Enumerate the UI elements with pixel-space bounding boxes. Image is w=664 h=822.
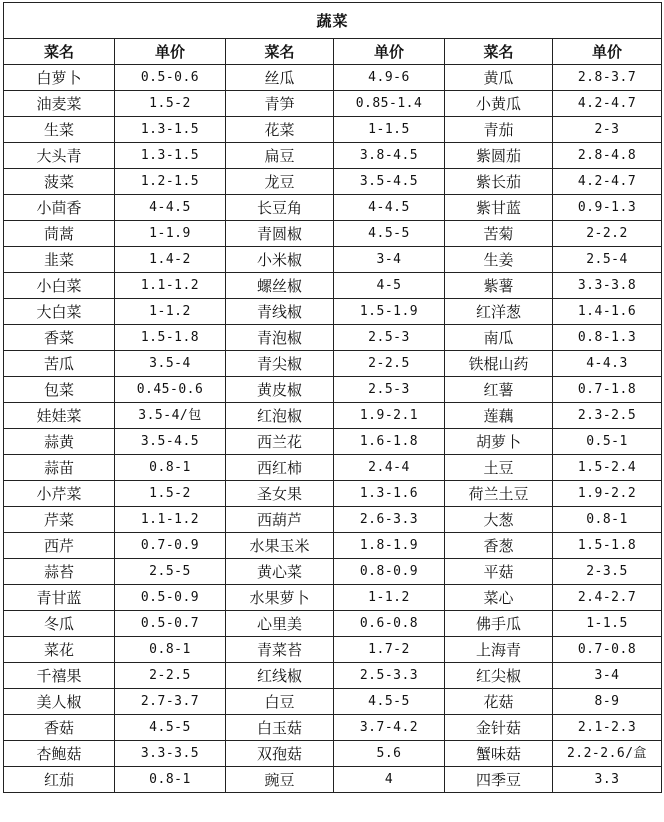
vegetable-price-table	[3, 2, 662, 793]
unit-price-cell: 5.6	[334, 741, 445, 767]
vegetable-name-cell: 蒜黄	[4, 429, 115, 455]
vegetable-name-cell: 豌豆	[226, 767, 334, 793]
vegetable-name-cell: 蒜苗	[4, 455, 115, 481]
vegetable-name-cell: 莲藕	[445, 403, 553, 429]
vegetable-name-cell: 小芹菜	[4, 481, 115, 507]
unit-price-cell: 2-2.2	[553, 221, 662, 247]
unit-price-cell: 2.8-4.8	[553, 143, 662, 169]
vegetable-name-cell: 青圆椒	[226, 221, 334, 247]
unit-price-cell: 0.45-0.6	[115, 377, 226, 403]
unit-price-cell: 0.85-1.4	[334, 91, 445, 117]
vegetable-name-cell: 佛手瓜	[445, 611, 553, 637]
table-row	[4, 481, 662, 507]
vegetable-name-cell: 青笋	[226, 91, 334, 117]
table-row	[4, 767, 662, 793]
unit-price-cell: 1.9-2.1	[334, 403, 445, 429]
unit-price-cell: 0.5-0.9	[115, 585, 226, 611]
vegetable-name-cell: 菠菜	[4, 169, 115, 195]
unit-price-cell: 4	[334, 767, 445, 793]
vegetable-name-cell: 水果萝卜	[226, 585, 334, 611]
unit-price-cell: 2.6-3.3	[334, 507, 445, 533]
vegetable-name-cell: 西兰花	[226, 429, 334, 455]
unit-price-cell: 2.2-2.6/盒	[553, 741, 662, 767]
table-row	[4, 507, 662, 533]
vegetable-name-cell: 娃娃菜	[4, 403, 115, 429]
unit-price-cell: 2.5-3	[334, 377, 445, 403]
table-row	[4, 351, 662, 377]
vegetable-name-cell: 黄心菜	[226, 559, 334, 585]
vegetable-name-cell: 荷兰土豆	[445, 481, 553, 507]
unit-price-cell: 0.8-1	[115, 455, 226, 481]
unit-price-cell: 1.1-1.2	[115, 273, 226, 299]
vegetable-name-cell: 西红柿	[226, 455, 334, 481]
unit-price-cell: 1-1.2	[115, 299, 226, 325]
table-row	[4, 715, 662, 741]
header-name-3: 菜名	[445, 39, 553, 65]
vegetable-name-cell: 菜心	[445, 585, 553, 611]
vegetable-name-cell: 水果玉米	[226, 533, 334, 559]
vegetable-name-cell: 大头青	[4, 143, 115, 169]
vegetable-name-cell: 丝瓜	[226, 65, 334, 91]
header-name-1: 菜名	[4, 39, 115, 65]
unit-price-cell: 1.4-2	[115, 247, 226, 273]
header-name-2: 菜名	[226, 39, 334, 65]
unit-price-cell: 1.1-1.2	[115, 507, 226, 533]
unit-price-cell: 1.8-1.9	[334, 533, 445, 559]
table-row	[4, 299, 662, 325]
vegetable-name-cell: 芹菜	[4, 507, 115, 533]
table-row	[4, 559, 662, 585]
unit-price-cell: 0.8-1.3	[553, 325, 662, 351]
unit-price-cell: 1.6-1.8	[334, 429, 445, 455]
table-row	[4, 273, 662, 299]
vegetable-name-cell: 小白菜	[4, 273, 115, 299]
unit-price-cell: 3.5-4/包	[115, 403, 226, 429]
unit-price-cell: 2-2.5	[334, 351, 445, 377]
vegetable-name-cell: 青泡椒	[226, 325, 334, 351]
vegetable-name-cell: 生姜	[445, 247, 553, 273]
vegetable-name-cell: 青线椒	[226, 299, 334, 325]
unit-price-cell: 1-1.2	[334, 585, 445, 611]
vegetable-name-cell: 小茴香	[4, 195, 115, 221]
table-row	[4, 377, 662, 403]
unit-price-cell: 3-4	[334, 247, 445, 273]
vegetable-name-cell: 韭菜	[4, 247, 115, 273]
unit-price-cell: 3.3-3.8	[553, 273, 662, 299]
table-row	[4, 117, 662, 143]
unit-price-cell: 1.5-1.8	[553, 533, 662, 559]
unit-price-cell: 0.7-0.9	[115, 533, 226, 559]
vegetable-name-cell: 紫圆茄	[445, 143, 553, 169]
vegetable-name-cell: 包菜	[4, 377, 115, 403]
unit-price-cell: 4-4.5	[334, 195, 445, 221]
table-row	[4, 637, 662, 663]
vegetable-name-cell: 西芹	[4, 533, 115, 559]
unit-price-cell: 1-1.5	[334, 117, 445, 143]
vegetable-name-cell: 土豆	[445, 455, 553, 481]
unit-price-cell: 2.5-3.3	[334, 663, 445, 689]
vegetable-name-cell: 千禧果	[4, 663, 115, 689]
vegetable-name-cell: 白豆	[226, 689, 334, 715]
unit-price-cell: 1.5-1.9	[334, 299, 445, 325]
vegetable-name-cell: 紫薯	[445, 273, 553, 299]
unit-price-cell: 1-1.9	[115, 221, 226, 247]
vegetable-name-cell: 扁豆	[226, 143, 334, 169]
vegetable-name-cell: 花菇	[445, 689, 553, 715]
vegetable-name-cell: 紫甘蓝	[445, 195, 553, 221]
unit-price-cell: 3.8-4.5	[334, 143, 445, 169]
unit-price-cell: 1.3-1.6	[334, 481, 445, 507]
unit-price-cell: 3-4	[553, 663, 662, 689]
vegetable-name-cell: 苦瓜	[4, 351, 115, 377]
vegetable-name-cell: 生菜	[4, 117, 115, 143]
unit-price-cell: 0.8-0.9	[334, 559, 445, 585]
vegetable-name-cell: 美人椒	[4, 689, 115, 715]
unit-price-cell: 4.2-4.7	[553, 91, 662, 117]
vegetable-name-cell: 香葱	[445, 533, 553, 559]
unit-price-cell: 1.5-1.8	[115, 325, 226, 351]
unit-price-cell: 2.8-3.7	[553, 65, 662, 91]
unit-price-cell: 2.5-5	[115, 559, 226, 585]
unit-price-cell: 1.5-2.4	[553, 455, 662, 481]
unit-price-cell: 4.2-4.7	[553, 169, 662, 195]
unit-price-cell: 1.2-1.5	[115, 169, 226, 195]
table-row	[4, 663, 662, 689]
vegetable-name-cell: 油麦菜	[4, 91, 115, 117]
unit-price-cell: 1.9-2.2	[553, 481, 662, 507]
header-price-2: 单价	[334, 39, 445, 65]
vegetable-name-cell: 青菜苔	[226, 637, 334, 663]
unit-price-cell: 2-3	[553, 117, 662, 143]
vegetable-name-cell: 大白菜	[4, 299, 115, 325]
vegetable-name-cell: 圣女果	[226, 481, 334, 507]
vegetable-name-cell: 金针菇	[445, 715, 553, 741]
vegetable-name-cell: 铁棍山药	[445, 351, 553, 377]
vegetable-name-cell: 龙豆	[226, 169, 334, 195]
unit-price-cell: 3.3-3.5	[115, 741, 226, 767]
vegetable-name-cell: 花菜	[226, 117, 334, 143]
vegetable-name-cell: 黄皮椒	[226, 377, 334, 403]
vegetable-name-cell: 长豆角	[226, 195, 334, 221]
unit-price-cell: 0.5-0.6	[115, 65, 226, 91]
unit-price-cell: 0.5-1	[553, 429, 662, 455]
unit-price-cell: 0.8-1	[115, 767, 226, 793]
vegetable-name-cell: 蒜苔	[4, 559, 115, 585]
unit-price-cell: 2.1-2.3	[553, 715, 662, 741]
vegetable-name-cell: 黄瓜	[445, 65, 553, 91]
unit-price-cell: 8-9	[553, 689, 662, 715]
unit-price-cell: 1.5-2	[115, 91, 226, 117]
unit-price-cell: 4.5-5	[334, 221, 445, 247]
unit-price-cell: 0.7-0.8	[553, 637, 662, 663]
unit-price-cell: 3.7-4.2	[334, 715, 445, 741]
unit-price-cell: 4-4.3	[553, 351, 662, 377]
vegetable-name-cell: 红线椒	[226, 663, 334, 689]
unit-price-cell: 4.5-5	[334, 689, 445, 715]
table-row	[4, 143, 662, 169]
unit-price-cell: 3.3	[553, 767, 662, 793]
table-row	[4, 325, 662, 351]
header-row	[4, 39, 662, 65]
unit-price-cell: 1-1.5	[553, 611, 662, 637]
table-row	[4, 221, 662, 247]
vegetable-name-cell: 红茄	[4, 767, 115, 793]
vegetable-name-cell: 菜花	[4, 637, 115, 663]
vegetable-name-cell: 螺丝椒	[226, 273, 334, 299]
table-row	[4, 611, 662, 637]
table-row	[4, 247, 662, 273]
header-price-1: 单价	[115, 39, 226, 65]
table-row	[4, 195, 662, 221]
unit-price-cell: 0.9-1.3	[553, 195, 662, 221]
vegetable-name-cell: 平菇	[445, 559, 553, 585]
table-row	[4, 585, 662, 611]
vegetable-name-cell: 红洋葱	[445, 299, 553, 325]
vegetable-name-cell: 红薯	[445, 377, 553, 403]
table-row	[4, 455, 662, 481]
unit-price-cell: 2.3-2.5	[553, 403, 662, 429]
unit-price-cell: 0.5-0.7	[115, 611, 226, 637]
unit-price-cell: 4-4.5	[115, 195, 226, 221]
table-row	[4, 65, 662, 91]
vegetable-name-cell: 四季豆	[445, 767, 553, 793]
unit-price-cell: 1.5-2	[115, 481, 226, 507]
unit-price-cell: 2.4-2.7	[553, 585, 662, 611]
unit-price-cell: 3.5-4	[115, 351, 226, 377]
vegetable-name-cell: 胡萝卜	[445, 429, 553, 455]
vegetable-name-cell: 冬瓜	[4, 611, 115, 637]
vegetable-name-cell: 双孢菇	[226, 741, 334, 767]
unit-price-cell: 1.3-1.5	[115, 143, 226, 169]
vegetable-name-cell: 蟹味菇	[445, 741, 553, 767]
vegetable-name-cell: 香菇	[4, 715, 115, 741]
unit-price-cell: 2-2.5	[115, 663, 226, 689]
vegetable-name-cell: 杏鲍菇	[4, 741, 115, 767]
unit-price-cell: 1.7-2	[334, 637, 445, 663]
vegetable-name-cell: 红尖椒	[445, 663, 553, 689]
unit-price-cell: 2.7-3.7	[115, 689, 226, 715]
table-row	[4, 429, 662, 455]
vegetable-name-cell: 南瓜	[445, 325, 553, 351]
vegetable-name-cell: 青甘蓝	[4, 585, 115, 611]
unit-price-cell: 3.5-4.5	[115, 429, 226, 455]
vegetable-name-cell: 心里美	[226, 611, 334, 637]
table-row	[4, 403, 662, 429]
table-row	[4, 741, 662, 767]
unit-price-cell: 4-5	[334, 273, 445, 299]
vegetable-name-cell: 西葫芦	[226, 507, 334, 533]
unit-price-cell: 4.9-6	[334, 65, 445, 91]
vegetable-name-cell: 小黄瓜	[445, 91, 553, 117]
vegetable-name-cell: 紫长茄	[445, 169, 553, 195]
table-title: 蔬菜	[4, 3, 662, 39]
table-title-row	[4, 3, 662, 39]
table-row	[4, 169, 662, 195]
unit-price-cell: 1.3-1.5	[115, 117, 226, 143]
vegetable-name-cell: 上海青	[445, 637, 553, 663]
unit-price-cell: 3.5-4.5	[334, 169, 445, 195]
vegetable-name-cell: 大葱	[445, 507, 553, 533]
vegetable-name-cell: 茼蒿	[4, 221, 115, 247]
vegetable-name-cell: 小米椒	[226, 247, 334, 273]
header-price-3: 单价	[553, 39, 662, 65]
vegetable-name-cell: 红泡椒	[226, 403, 334, 429]
unit-price-cell: 2.5-3	[334, 325, 445, 351]
table-row	[4, 689, 662, 715]
unit-price-cell: 2-3.5	[553, 559, 662, 585]
unit-price-cell: 2.5-4	[553, 247, 662, 273]
unit-price-cell: 1.4-1.6	[553, 299, 662, 325]
table-row	[4, 533, 662, 559]
vegetable-name-cell: 青尖椒	[226, 351, 334, 377]
vegetable-name-cell: 苦菊	[445, 221, 553, 247]
unit-price-cell: 0.6-0.8	[334, 611, 445, 637]
vegetable-name-cell: 白萝卜	[4, 65, 115, 91]
table-row	[4, 91, 662, 117]
unit-price-cell: 0.8-1	[115, 637, 226, 663]
vegetable-name-cell: 白玉菇	[226, 715, 334, 741]
unit-price-cell: 2.4-4	[334, 455, 445, 481]
vegetable-name-cell: 香菜	[4, 325, 115, 351]
unit-price-cell: 4.5-5	[115, 715, 226, 741]
vegetable-name-cell: 青茄	[445, 117, 553, 143]
unit-price-cell: 0.8-1	[553, 507, 662, 533]
unit-price-cell: 0.7-1.8	[553, 377, 662, 403]
